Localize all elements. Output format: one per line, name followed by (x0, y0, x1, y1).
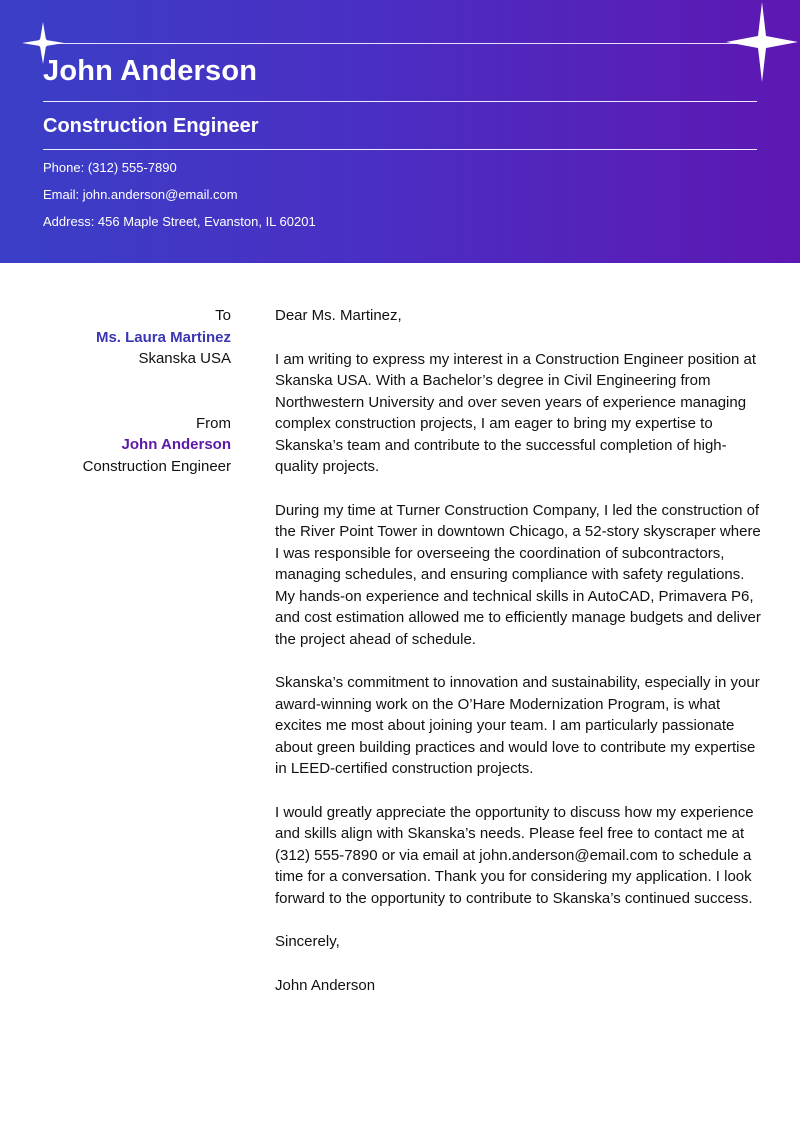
greeting: Dear Ms. Martinez, (275, 307, 402, 324)
letter-body (275, 305, 761, 1018)
address-block (40, 305, 231, 477)
contact-email: Email: john.anderson@email.com (43, 187, 238, 202)
paragraph: During my time at Turner Construction Company, I led the construction of the River Point Tower in downtown Chicago, a 52-story skyscraper where I was responsible for overseeing the coordination of subcontractors, managing schedules, and ensuring compliance with safety regulations. My hands-on experience and technical skills in AutoCAD, Primavera P6, and cost estimation allowed me to efficiently manage budgets and deliver the project ahead of schedule. (275, 501, 761, 648)
letter-header (0, 0, 800, 263)
recipient-company: Skanska USA (138, 350, 231, 367)
applicant-name: John Anderson (43, 55, 258, 87)
paragraph: I am writing to express my interest in a Construction Engineer position at Skanska USA. With a Bachelor’s degree in Civil Engineering from Northwestern University and over seven years of experience managing complex construction projects, I am eager to bring my expertise to Skanska’s team and contribute to the successful completion of high-quality projects. (275, 350, 757, 475)
sender-title: Construction Engineer (82, 457, 231, 475)
contact-address: Address: 456 Maple Street, Evanston, IL 60201 (43, 214, 316, 229)
job-title: Construction Engineer (43, 115, 259, 137)
header-top-line (43, 43, 757, 44)
from-label: From (196, 414, 231, 432)
sender-name: John Anderson (121, 436, 231, 453)
recipient-name: Ms. Laura Martinez (95, 328, 231, 346)
signature: John Anderson (275, 976, 376, 994)
sparkle-icon (718, 0, 800, 84)
contact-phone: Phone: (312) 555-7890 (43, 160, 177, 175)
closing: Sincerely, (275, 933, 340, 950)
paragraph: Skanska’s commitment to innovation and sustainability, especially in your award-winning work on the O’Hare Modernization Program, is what excites me most about joining your team. I am particularly passionate about green building practices and would love to contribute my expertise in LEED-certified construction projects. (275, 674, 760, 777)
header-divider (43, 149, 757, 150)
paragraph: I would greatly appreciate the opportunity to discuss how my experience and skills align with Skanska’s needs. Please feel free to contact me at (312) 555-7890 or via email at john.anderson@email.com to schedule a time for a conversation. Thank you for considering my application. I look forward to the opportunity to contribute to Skanska’s continued success. (275, 803, 754, 907)
header-divider (43, 101, 757, 102)
to-label: To (215, 307, 231, 324)
